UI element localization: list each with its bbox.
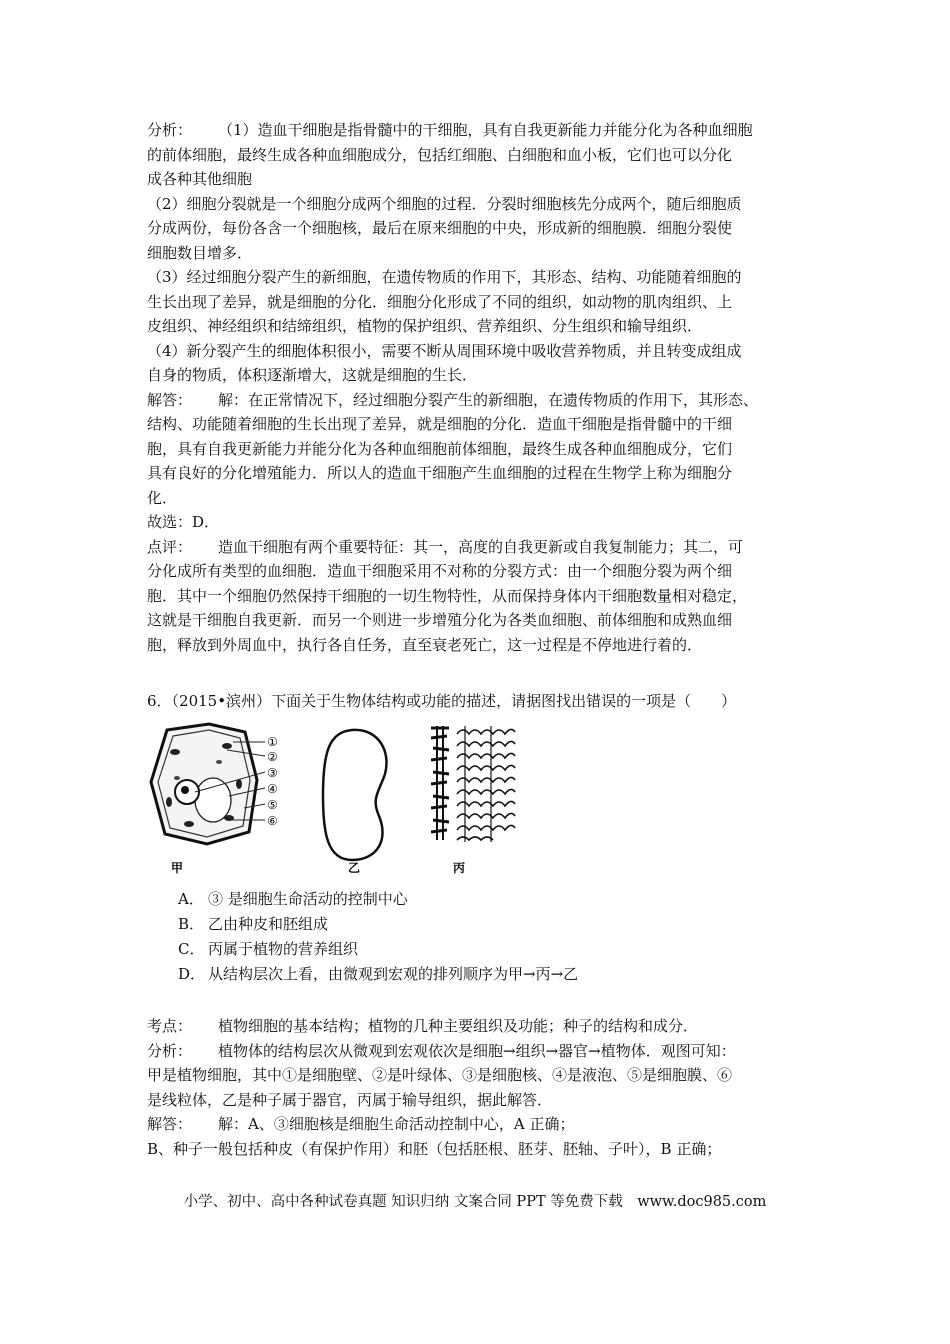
label-3: ③ bbox=[267, 766, 278, 780]
text-line: 皮组织、神经组织和结缔组织，植物的保护组织、营养组织、分生组织和输导组织． bbox=[147, 317, 703, 335]
option-c: C． 丙属于植物的营养组织 bbox=[178, 940, 359, 958]
option-b: B． 乙由种皮和胚组成 bbox=[178, 915, 329, 933]
text-line: B、种子一般包括种皮（有保护作用）和胚（包括胚根、胚芽、胚轴、子叶），B 正确； bbox=[147, 1139, 722, 1158]
text-line: 具有良好的分化增殖能力．所以人的造血干细胞产生血细胞的过程在生物学上称为细胞分 bbox=[147, 464, 733, 482]
comment-section: 点评： 造血干细胞有两个重要特征：其一，高度的自我更新或自我复制能力；其二，可 bbox=[147, 537, 744, 556]
text-line: 是线粒体，乙是种子属于器官，丙属于输导组织，据此解答． bbox=[147, 1090, 553, 1109]
text-line: 化． bbox=[147, 488, 178, 507]
option-a: A． ③ 是细胞生命活动的控制中心 bbox=[178, 890, 408, 908]
text-line: 的前体细胞，最终生成各种血细胞成分，包括红细胞、白细胞和血小板，它们也可以分化 bbox=[147, 145, 733, 164]
analysis-section: 分析： （1）造血干细胞是指骨髓中的干细胞，具有自我更新能力并能分化为各种血细胞 的前体细胞，最终生成各种血细胞成分，包括红细胞、白细胞和血小板，它们也可以分化 成各种其他细胞 （2）细胞分裂就是一个细胞分成两个细胞的过程．分裂时细胞核先分成两个，随后细胞质 分成两份，每份各含一个细胞核，最后在原来细胞的中央，形成新的细胞膜．细胞分裂使 细胞数目增多． （3）经过细胞分裂产生的新细胞，在遗传物质的作用下，其形态、结构、功能随着细胞的 生长出现了差异，就是细胞的分化．细胞分化形成了不同的组织，如动物的肌肉组织、上 皮组织、神经组织和结缔组织，植物的保护组织、营养组织、分生组织和输导组织． （4）新分裂产生的细胞体积很小，需要不断从周围环境中吸收营养物质，并且转变成组成 自身的物质，体积逐渐增大，这就是细胞的生长． 解答： 解：在正常情况下，经过细胞分裂产生的新细胞，在遗传物质的作用下，其形态、 结构、功能随着细胞的生长出现了差异，就是细胞的分化．造血干细胞是指骨髓中的干细 胞，具有自我更新能力并能分化为各种血细胞前体细胞，最终生成各种血细胞成分，它们 具有良好的分化增殖能力．所以人的造血干细胞产生血细胞的过程在生物学上称为细胞分 化． 故选：D． 点评： 造血干细胞有两个重要特征：其一，高度的自我更新或自我复制能力；其二，可 分化成所有类型的血细胞．造血干细胞采用不对称的分裂方式：由一个细胞分裂为两个细 胞．其中一个细胞仍然保持干细胞的一切生物特性，从而保持身体内干细胞数量相对稳定， 这就是干细胞自我更新．而另一个则进一步增殖分化为各类血细胞、前体细胞和成熟血细 胞，释放到外周血中，执行各自任务，直至衰老死亡，这一过程是不停地进行着的． bbox=[147, 118, 815, 657]
text-line: 成各种其他细胞 bbox=[147, 170, 253, 188]
answer-options bbox=[178, 887, 578, 987]
text-line: 胞，具有自我更新能力并能分化为各种血细胞前体细胞，最终生成各种血细胞成分，它们 bbox=[147, 439, 733, 458]
text-line: 胞，释放到外周血中，执行各自任务，直至衰老死亡，这一过程是不停地进行着的． bbox=[147, 635, 703, 654]
caption-jia: 甲 bbox=[171, 861, 184, 875]
label-6: ⑥ bbox=[267, 814, 278, 828]
text-line: 这就是干细胞自我更新．而另一个则进一步增殖分化为各类血细胞、前体细胞和成熟血细 bbox=[147, 611, 733, 629]
label-1: ① bbox=[267, 735, 278, 749]
text-line: 甲是植物细胞，其中①是细胞壁、②是叶绿体、③是细胞核、④是液泡、⑤是细胞膜、⑥ bbox=[147, 1066, 733, 1084]
question-stem: 6．（2015•滨州）下面关于生物体结构或功能的描述，请据图找出错误的一项是（ ） bbox=[147, 692, 737, 710]
fenxi-label: 分析： bbox=[147, 1041, 193, 1060]
caption-yi: 乙 bbox=[348, 861, 361, 875]
tissue-diagram bbox=[429, 724, 515, 875]
text-line: （2）细胞分裂就是一个细胞分成两个细胞的过程．分裂时细胞核先分成两个，随后细胞质 bbox=[147, 194, 742, 213]
text-line: 分成两份，每份各含一个细胞核，最后在原来细胞的中央，形成新的细胞膜．细胞分裂使 bbox=[147, 219, 733, 237]
text-line: （4）新分裂产生的细胞体积很小，需要不断从周围环境中吸收营养物质，并且转变成组成 bbox=[147, 341, 742, 360]
text-line: 细胞数目增多． bbox=[147, 243, 253, 262]
text-line: 胞．其中一个细胞仍然保持干细胞的一切生物特性，从而保持身体内干细胞数量相对稳定， bbox=[147, 586, 748, 605]
caption-bing: 丙 bbox=[453, 861, 466, 875]
text-line: 结构、功能随着细胞的生长出现了差异，就是细胞的分化．造血干细胞是指骨髓中的干细 bbox=[147, 415, 733, 433]
label-5: ⑤ bbox=[267, 798, 278, 812]
text-line: 分化成所有类型的血细胞．造血干细胞采用不对称的分裂方式：由一个细胞分裂为两个细 bbox=[147, 562, 733, 580]
page-footer: 小学、初中、高中各种试卷真题 知识归纳 文案合同 PPT 等免费下载 www.doc985.com bbox=[183, 1194, 767, 1210]
solution-section: 考点： 植物细胞的基本结构；植物的几种主要组织及功能；种子的结构和成分． 分析： 植物体的结构层次从微观到宏观依次是细胞→组织→器官→植物体．观图可知： 甲是植物细胞，其中①是细胞壁、②是叶绿体、③是细胞核、④是液泡、⑤是细胞膜、⑥ 是线粒体，乙是种子属于器官，丙属于输导组织，据此解答． 解答： 解：A、③细胞核是细胞生命活动控制中心，A 正确； B、种子一般包括种皮（有保护作用）和胚（包括胚根、胚芽、胚轴、子叶），B 正确； bbox=[147, 1014, 815, 1161]
seed-diagram bbox=[323, 730, 387, 875]
label-2: ② bbox=[267, 750, 278, 764]
answer-section: 解答： 解：在正常情况下，经过细胞分裂产生的新细胞，在遗传物质的作用下，其形态、 bbox=[147, 390, 759, 409]
comment-label: 点评： bbox=[147, 537, 193, 556]
text-line: （3）经过细胞分裂产生的新细胞，在遗传物质的作用下，其形态、结构、功能随着细胞的 bbox=[147, 268, 742, 286]
answer-label: 解答： bbox=[147, 390, 193, 409]
kaodian-label: 考点： bbox=[147, 1017, 193, 1035]
text-line: 生长出现了差异，就是细胞的分化．细胞分化形成了不同的组织，如动物的肌肉组织、上 bbox=[147, 292, 733, 311]
label-4: ④ bbox=[267, 782, 278, 796]
question-figure bbox=[147, 722, 527, 880]
answer-choice: 故选：D． bbox=[147, 513, 220, 531]
plant-cell-diagram bbox=[151, 724, 278, 875]
analysis-label: 分析： bbox=[147, 121, 193, 139]
text-line: 自身的物质，体积逐渐增大，这就是细胞的生长． bbox=[147, 366, 478, 384]
jieda-label: 解答： bbox=[147, 1115, 193, 1133]
option-d: D． 从结构层次上看，由微观到宏观的排列顺序为甲→丙→乙 bbox=[178, 965, 579, 983]
